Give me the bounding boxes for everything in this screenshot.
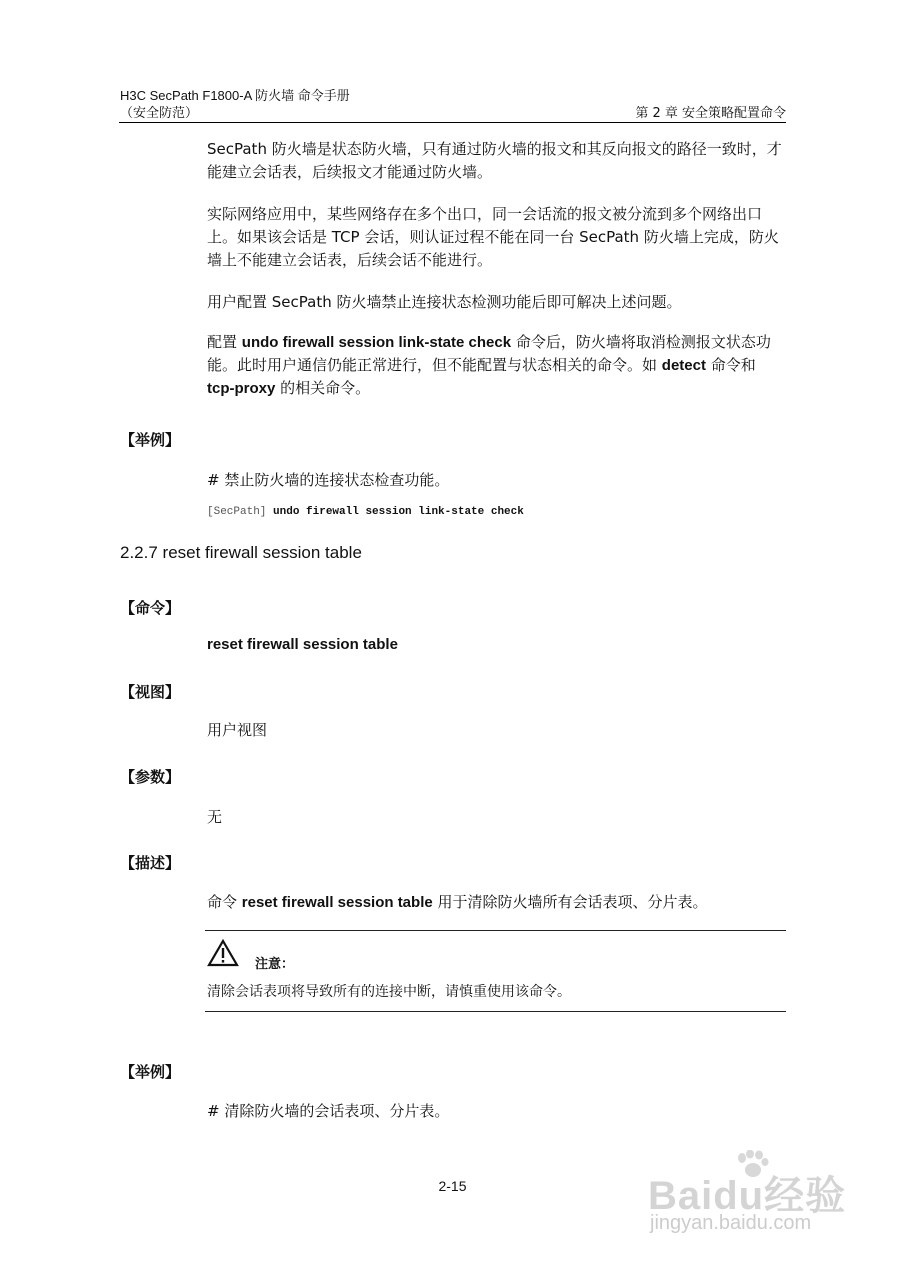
p4-command-tcp-proxy: tcp-proxy [207,380,276,397]
params-value: 无 [207,808,223,826]
header-chapter: 第 2 章 安全策略配置命令 [635,106,786,121]
example1-prompt: [SecPath] [207,506,267,518]
p4-text-3: 命令和 [705,356,756,374]
baidu-watermark [648,1150,848,1250]
desc-paragraph [207,891,787,914]
warning-icon [207,939,239,967]
header-product-title: H3C SecPath F1800-A 防火墙 命令手册 [120,88,350,103]
p4-command-detect: detect [661,357,706,374]
desc-command: reset firewall session table [241,894,433,911]
view-heading: 【视图】 [120,683,181,701]
p4-text-2: 命令后，防火墙将取消检测报文状态功能。此时用户通信仍能正常进行，但不能配置与状态相关的命令。如 [207,333,771,374]
example1-command: undo firewall session link-state check [266,506,524,518]
p4-command-undo: undo firewall session link-state check [241,334,512,351]
intro-paragraph-2: 实际网络应用中，某些网络存在多个出口，同一会话流的报文被分流到多个网络出口上。如果该会话是 TCP 会话，则认证过程不能在同一台 SecPath 防火墙上完成，防火墙上不能建立会话表，后续会话不能进行。 [207,205,779,269]
p4-text-4: 的相关命令。 [275,379,371,397]
desc-heading: 【描述】 [120,854,181,872]
params-heading: 【参数】 [120,768,181,786]
watermark-url: jingyan.baidu.com [650,1212,812,1234]
watermark-brand: Baidu经验 [648,1174,847,1218]
example2-heading: 【举例】 [120,1063,181,1081]
example1-comment: # 禁止防火墙的连接状态检查功能。 [207,471,450,489]
desc-text-2: 用于清除防火墙所有会话表项、分片表。 [432,893,708,911]
desc-text-1: 命令 [207,893,242,911]
example1-heading: 【举例】 [120,431,181,449]
section-title: 2.2.7 reset firewall session table [120,543,362,562]
intro-paragraph-3: 用户配置 SecPath 防火墙禁止连接状态检测功能后即可解决上述问题。 [207,293,682,311]
example1-code [207,506,524,518]
p4-text-1: 配置 [207,333,242,351]
example2-comment: # 清除防火墙的会话表项、分片表。 [207,1102,450,1120]
intro-paragraph-1: SecPath 防火墙是状态防火墙，只有通过防火墙的报文和其反向报文的路径一致时，才能建立会话表，后续报文才能通过防火墙。 [207,140,782,181]
note-text: 清除会话表项将导致所有的连接中断，请慎重使用该命令。 [207,984,571,1000]
command-value: reset firewall session table [207,636,398,653]
caution-note [205,930,786,1012]
note-title: 注意： [255,957,295,972]
view-value: 用户视图 [207,721,268,739]
header-divider [119,122,786,123]
intro-paragraph-4 [207,331,787,400]
command-heading: 【命令】 [120,599,181,617]
header-subtitle: （安全防范） [120,106,199,121]
page-number: 2-15 [438,1178,467,1194]
